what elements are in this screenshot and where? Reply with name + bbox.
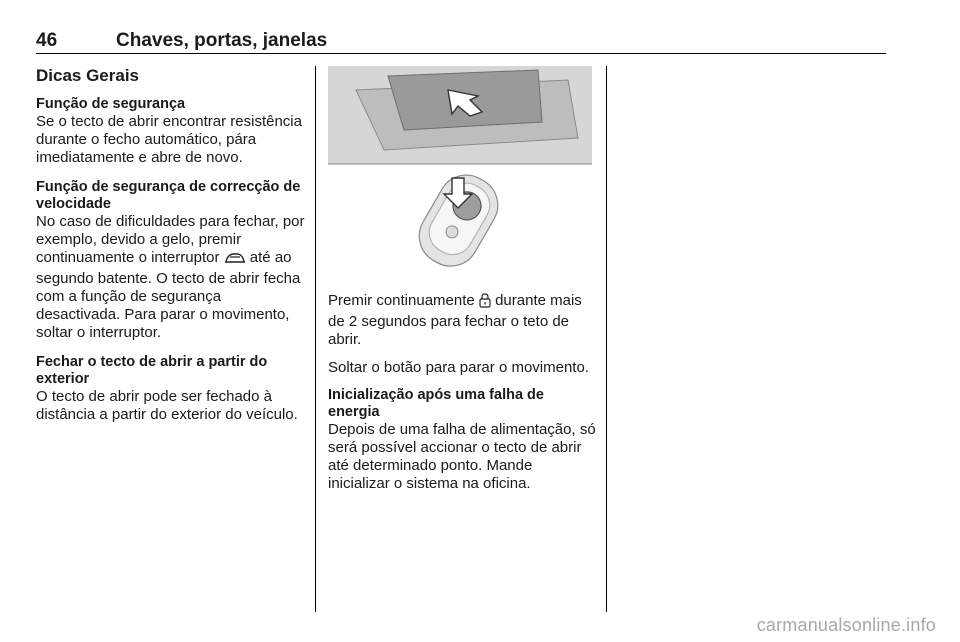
block-heading: Função de segurança [36, 96, 186, 112]
key-lock-icon [479, 293, 491, 313]
sunroof-key-illustration [328, 66, 592, 278]
section-title: Dicas Gerais [36, 66, 140, 85]
block-heading: Função de segurança de correcção de velocidade [36, 179, 301, 212]
block-heading: Inicialização após uma falha de energia [328, 387, 544, 420]
block-body-end: até ao segundo batente. O tecto de abrir fecha com a função de segurança desactivada. Para parar o movimento, soltar o interruptor. [36, 249, 301, 341]
watermark: carmanualsonline.info [756, 615, 936, 635]
column-divider-left [315, 66, 316, 612]
column-divider-right [606, 66, 607, 612]
chapter-title: Chaves, portas, janelas [116, 30, 328, 51]
instruction-press-start: Premir continuamente [328, 292, 475, 309]
instruction-release: Soltar o botão para parar o movimento. [328, 359, 589, 376]
block-safety-function [36, 96, 308, 167]
instruction-press-end: durante mais de 2 segundos para fechar o teto de abrir. [328, 292, 582, 348]
block-body [36, 213, 308, 342]
block-body: O tecto de abrir pode ser fechado à distância a partir do exterior do veículo. [36, 388, 298, 423]
block-power-failure [328, 387, 596, 493]
block-heading: Fechar o tecto de abrir a partir do exterior [36, 354, 268, 387]
block-speed-safety [36, 179, 308, 342]
right-column [328, 292, 596, 505]
block-body-start: No caso de dificuldades para fechar, por exemplo, devido a gelo, premir continuamente o interruptor [36, 213, 305, 266]
page-number: 46 [36, 30, 58, 51]
page-header [36, 24, 886, 54]
left-column [36, 66, 308, 436]
sunroof-switch-icon [224, 251, 246, 270]
block-close-from-outside [36, 354, 308, 424]
instruction-press [328, 292, 596, 349]
block-body: Se o tecto de abrir encontrar resistência durante o fecho automático, pára imediatamente e abre de novo. [36, 113, 302, 166]
block-body: Depois de uma falha de alimentação, só será possível accionar o tecto de abrir até determinado ponto. Mande inicializar o sistema na oficina. [328, 421, 596, 492]
